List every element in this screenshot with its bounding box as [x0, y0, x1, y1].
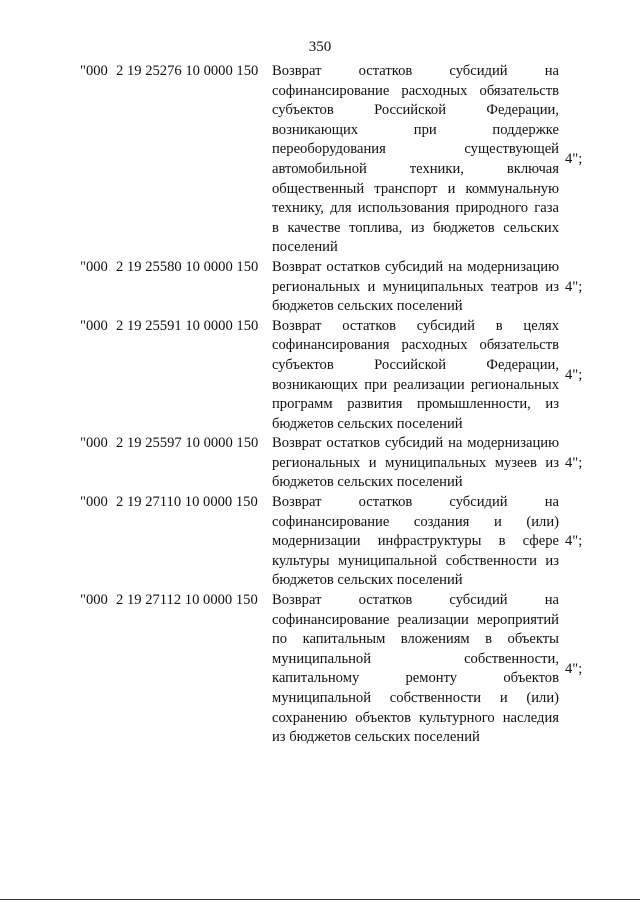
table-row: [0, 62, 640, 258]
row-code: 2 19 25276 10 0000 150: [116, 63, 259, 79]
table-row: [0, 591, 640, 748]
row-suffix: 4";: [565, 533, 583, 550]
bottom-edge-line: [0, 899, 640, 900]
table-row: [0, 493, 640, 591]
row-description: Возврат остатков субсидий на софинансирование расходных обязательств субъектов Российской Федерации, возникающих при поддержке переоборудования существующей автомобильной техники, включая общественный транспорт и коммунальную технику, для использования природного газа в качестве топлива, из бюджетов сельских поселений: [272, 63, 559, 256]
row-code: 2 19 27110 10 0000 150: [116, 494, 258, 511]
row-description: Возврат остатков субсидий в целях софинансирования расходных обязательств субъектов Российской Федерации, возникающих при реализации региональных программ развития промышленности, из бюджетов сельских поселений: [272, 317, 559, 432]
row-prefix: "000: [80, 494, 108, 511]
row-suffix: 4";: [565, 278, 583, 295]
table-row: [0, 434, 640, 493]
classification-table: [0, 62, 640, 748]
table-row: [0, 317, 640, 435]
row-code: 2 19 27112 10 0000 150: [116, 592, 258, 609]
row-code: 2 19 25591 10 0000 150: [116, 317, 259, 334]
row-description: Возврат остатков субсидий на модернизацию региональных и муниципальных театров из бюджетов сельских поселений: [272, 258, 559, 315]
row-prefix: "000: [80, 592, 108, 609]
row-suffix: 4";: [565, 151, 583, 168]
row-suffix: 4";: [565, 454, 583, 471]
row-suffix: 4";: [565, 366, 583, 383]
row-description: Возврат остатков субсидий на софинансирование реализации мероприятий по капитальным вложениям в объекты муниципальной собственности, капитальному ремонту объектов муниципальной собственности и (или) сохранению объектов культурного наследия из бюджетов сельских поселений: [272, 592, 559, 746]
row-suffix: 4";: [565, 660, 583, 677]
row-code: 2 19 25580 10 0000 150: [116, 258, 259, 275]
row-prefix: "000: [80, 317, 108, 334]
row-description: Возврат остатков субсидий на софинансирование создания и (или) модернизации инфраструктуры в сфере культуры муниципальной собственности из бюджетов сельских поселений: [272, 494, 559, 589]
table-row: [0, 258, 640, 317]
row-prefix: "000: [80, 435, 108, 452]
page-number: 350: [308, 39, 332, 55]
row-code: 2 19 25597 10 0000 150: [116, 435, 259, 452]
row-prefix: "000: [80, 258, 108, 275]
row-prefix: "000: [80, 63, 108, 79]
row-description: Возврат остатков субсидий на модернизацию региональных и муниципальных музеев из бюджетов сельских поселений: [272, 435, 559, 491]
